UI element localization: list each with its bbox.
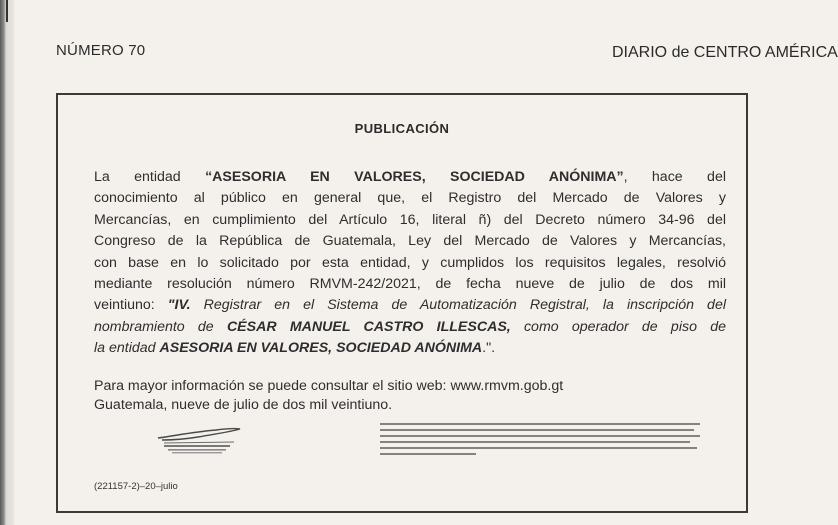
- info-website-line: Para mayor información se puede consultar el sitio web: www.rmvm.gob.gt: [94, 378, 564, 394]
- notice-text-segment: la entidad: [94, 340, 160, 357]
- issue-number: NÚMERO 70: [56, 42, 146, 59]
- signature-stamp-image: [154, 422, 244, 456]
- notice-body-line: [94, 210, 726, 231]
- notice-body-line: [94, 188, 726, 209]
- notice-text-segment: "IV.: [167, 297, 204, 314]
- notice-text-segment: Congreso de la República de Guatemala, Ley del Mercado de Valores y Mercancías,: [94, 233, 726, 250]
- notice-body-line: [94, 295, 726, 316]
- fine-print-line: [380, 447, 697, 449]
- notice-text-segment: , hace del: [623, 169, 726, 185]
- notice-body: [94, 167, 726, 360]
- newspaper-name: DIARIO de CENTRO AMÉRICA: [612, 44, 838, 61]
- fine-print-line: [380, 441, 690, 443]
- notice-body-line: [94, 317, 726, 338]
- notice-body-line: [94, 167, 726, 188]
- notice-text-segment: conocimiento al público en general que, el Registro del Mercado de Valores y: [94, 190, 726, 207]
- notice-text-segment: Mercancías, en cumplimiento del Artículo 16, literal ñ) del Decreto número 34-96 del: [94, 211, 726, 228]
- fine-print-line: [380, 423, 700, 425]
- notice-text-segment: .".: [482, 340, 496, 357]
- notice-text-segment: mediante resolución número RMVM-242/2021, de fecha nueve de julio de dos mil: [94, 276, 726, 293]
- notice-text-segment: “ASESORIA EN VALORES, SOCIEDAD ANÓNIMA”: [205, 169, 624, 185]
- fine-print-line: [380, 429, 694, 431]
- legal-fine-print: [380, 423, 700, 463]
- notice-text-segment: con base en lo solicitado por esta entidad, y cumplidos los requisitos legales, resolvió: [94, 254, 726, 271]
- notice-text-segment: nombramiento de: [94, 318, 227, 335]
- notice-text-segment: ASESORIA EN VALORES, SOCIEDAD ANÓNIMA: [159, 340, 483, 357]
- notice-text-segment: Registrar en el Sistema de Automatización Registral, la inscripción del: [203, 297, 726, 314]
- place-date-line: Guatemala, nueve de julio de dos mil veintiuno.: [94, 397, 393, 413]
- notice-body-line: [94, 253, 726, 274]
- fine-print-line: [380, 435, 700, 437]
- notice-text-segment: La entidad: [94, 169, 206, 185]
- publication-reference: (221157-2)–20–julio: [94, 481, 178, 492]
- fine-print-line: [380, 453, 476, 455]
- notice-title: PUBLICACIÓN: [354, 121, 450, 136]
- notice-text-segment: como operador de piso de: [510, 318, 726, 335]
- publication-notice-box: [56, 93, 748, 513]
- notice-body-line: [94, 231, 726, 252]
- left-page-edge: [0, 0, 14, 525]
- notice-body-line: [94, 274, 726, 295]
- notice-body-line: [94, 338, 726, 359]
- notice-info: [94, 377, 726, 415]
- notice-text-segment: veintiuno:: [94, 297, 168, 314]
- left-edge-mark: [6, 0, 8, 22]
- notice-text-segment: CÉSAR MANUEL CASTRO ILLESCAS,: [226, 318, 511, 335]
